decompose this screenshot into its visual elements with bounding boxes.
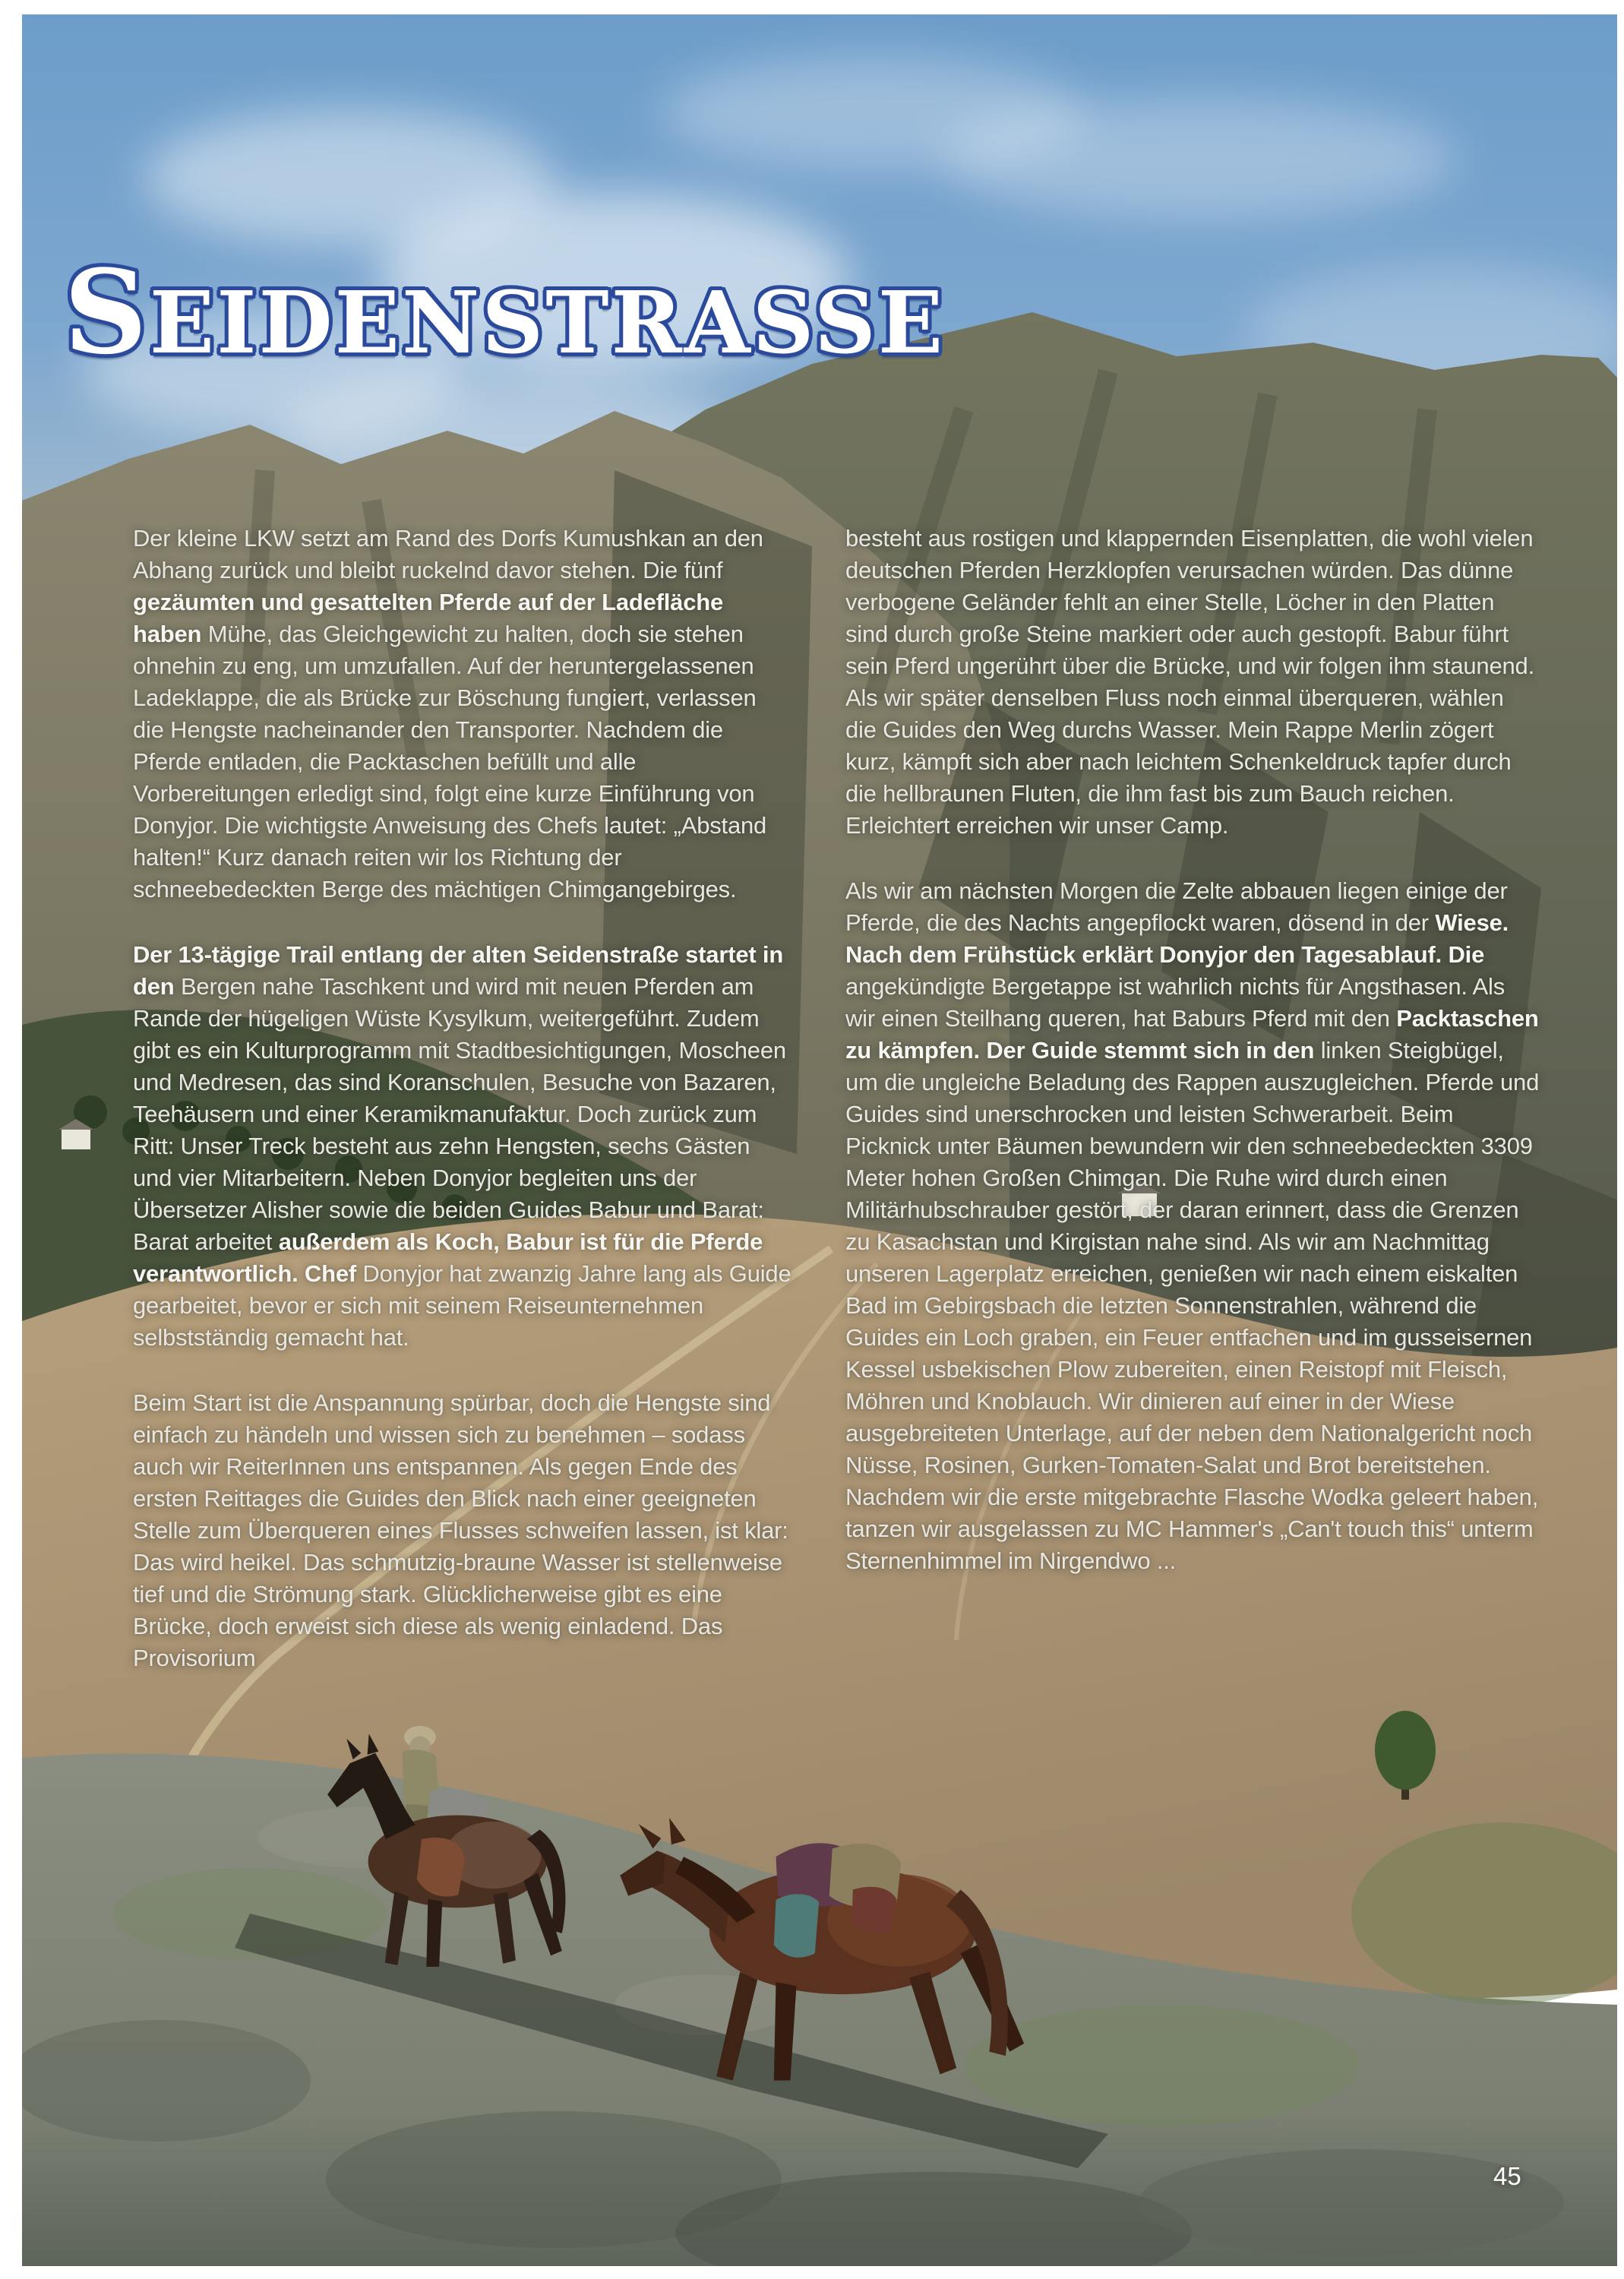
text-segment: Mühe, das Gleichgewicht zu halten, doch sie stehen ohnehin zu eng, um umzufallen. Auf der heruntergelassenen Ladeklappe, die als Brücke zur Böschung fungiert, verlassen die Hengste nacheinander den Transporter. Nachdem die Pferde entladen, die Packtaschen befüllt und alle Vorbereitungen erledigt sind, folgt eine kurze Einführung von Donyjor. Die wichtigste Anweisung des Chefs lautet: „Abstand halten!“ Kurz danach reiten wir los Richtung der schneebedeckten Berge des mächtigen Chimgangebirges. [133, 621, 767, 902]
text-segment: Der kleine LKW setzt am Rand des Dorfs Kumushkan an den Abhang zurück und bleibt ruckelnd davor stehen. Die fünf [133, 525, 763, 583]
page-number: 45 [1493, 2162, 1521, 2190]
text-segment-bold: gezäumten und gesattelten Pferde auf der Ladefläche haben [133, 589, 724, 647]
text-segment: Beim Start ist die Anspannung spürbar, doch die Hengste sind einfach zu händeln und wissen sich zu benehmen – sodass auch wir ReiterInnen uns entspannen. Als gegen Ende des ersten Reittages die Guides den Blick nach einer geeigneten Stelle zum Überqueren eines Flusses schweifen lassen, ist klar: Das wird heikel. Das schmutzig-braune Wasser ist stellenweise tief und die Strömung stark. Glücklicherweise gibt es eine Brücke, doch erweist sich diese als wenig einladend. Das Provisorium [133, 1389, 788, 1671]
text-segment: angekündigte Bergetappe ist wahrlich nichts für Angsthasen. Als wir einen Steilhang queren, hat Baburs Pferd mit den [845, 973, 1506, 1032]
text-segment: Als wir am nächsten Morgen die Zelte abbauen liegen einige der Pferde, die des Nachts angepflockt waren, dösend in der [845, 877, 1508, 936]
paragraph [133, 523, 792, 906]
text-segment-bold: Der 13-tägige Trail entlang der alten Seidenstraße startet in den [133, 941, 784, 1000]
text-segment: Bergen nahe Taschkent und wird mit neuen Pferden am Rande der hügeligen Wüste Kysylkum, weitergeführt. Zudem gibt es ein Kulturprogramm mit Stadtbesichtigungen, Moscheen und Medresen, das sind Koranschulen, Besuche von Bazaren, Teehäusern und einer Keramikmanufaktur. Doch zurück zum Ritt: Unser Treck besteht aus zehn Hengsten, sechs Gästen und vier Mitarbeitern. Neben Donyjor begleiten uns der Übersetzer Alisher sowie die beiden Guides Babur und Barat: Barat arbeitet [133, 973, 786, 1255]
paragraph [133, 1387, 792, 1674]
text-segment: besteht aus rostigen und klappernden Eisenplatten, die wohl vielen deutschen Pferden Herzklopfen verursachen würden. Das dünne verbogene Geländer fehlt an einer Stelle, Löcher in den Platten sind durch große Steine markiert oder auch gestopft. Babur führt sein Pferd ungerührt über die Brücke, und wir folgen ihm staunend. Als wir später denselben Fluss noch einmal überqueren, wählen die Guides den Weg durchs Wasser. Mein Rappe Merlin zögert kurz, kämpft sich aber nach leichtem Schenkeldruck tapfer durch die hellbraunen Fluten, die ihm fast bis zum Bauch reichen. Erleichtert erreichen wir unser Camp. [845, 525, 1535, 839]
text-segment-bold: außerdem als Koch, Babur ist für die Pferde verantwortlich. Chef [133, 1228, 763, 1287]
text-segment: Donyjor hat zwanzig Jahre lang als Guide gearbeitet, bevor er sich mit seinem Reiseunternehmen selbstständig gemacht hat. [133, 1260, 791, 1351]
page-title: SEIDENSTRASSE [64, 244, 946, 380]
paragraph [845, 875, 1540, 1577]
article-column-left [133, 523, 792, 1708]
paragraph [133, 939, 792, 1354]
text-segment: linken Steigbügel, um die ungleiche Beladung des Rappen auszugleichen. Pferde und Guides sind unerschrocken und leisten Schwerarbeit. Beim Picknick unter Bäumen bewundern wir den schneebedeckten 3309 Meter hohen Großen Chimgan. Die Ruhe wird durch einen Militärhubschrauber gestört, der daran erinnert, dass die Grenzen zu Kasachstan und Kirgistan nahe sind. Als wir am Nachmittag unseren Lagerplatz erreichen, genießen wir nach einem eiskalten Bad im Gebirgsbach die letzten Sonnenstrahlen, während die Guides ein Loch graben, ein Feuer entfachen und im gusseisernen Kessel usbekischen Plow zubereiten, einen Reistopf mit Fleisch, Möhren und Knoblauch. Wir dinieren auf einer in der Wiese ausgebreiteten Unterlage, auf der neben dem Nationalgericht noch Nüsse, Rosinen, Gurken-Tomaten-Salat und Brot bereitstehen. Nachdem wir die erste mitgebrachte Flasche Wodka geleert haben, tanzen wir ausgelassen zu MC Hammer's „Can't touch this“ unterm Sternenhimmel im Nirgendwo ... [845, 1037, 1540, 1574]
text-segment-bold: Packtaschen zu kämpfen. Der Guide stemmt sich in den [845, 1005, 1539, 1064]
text-segment-bold: Wiese. Nach dem Frühstück erklärt Donyjor den Tagesablauf. Die [845, 909, 1509, 968]
paragraph [845, 523, 1540, 842]
article-column-right [845, 523, 1540, 1610]
